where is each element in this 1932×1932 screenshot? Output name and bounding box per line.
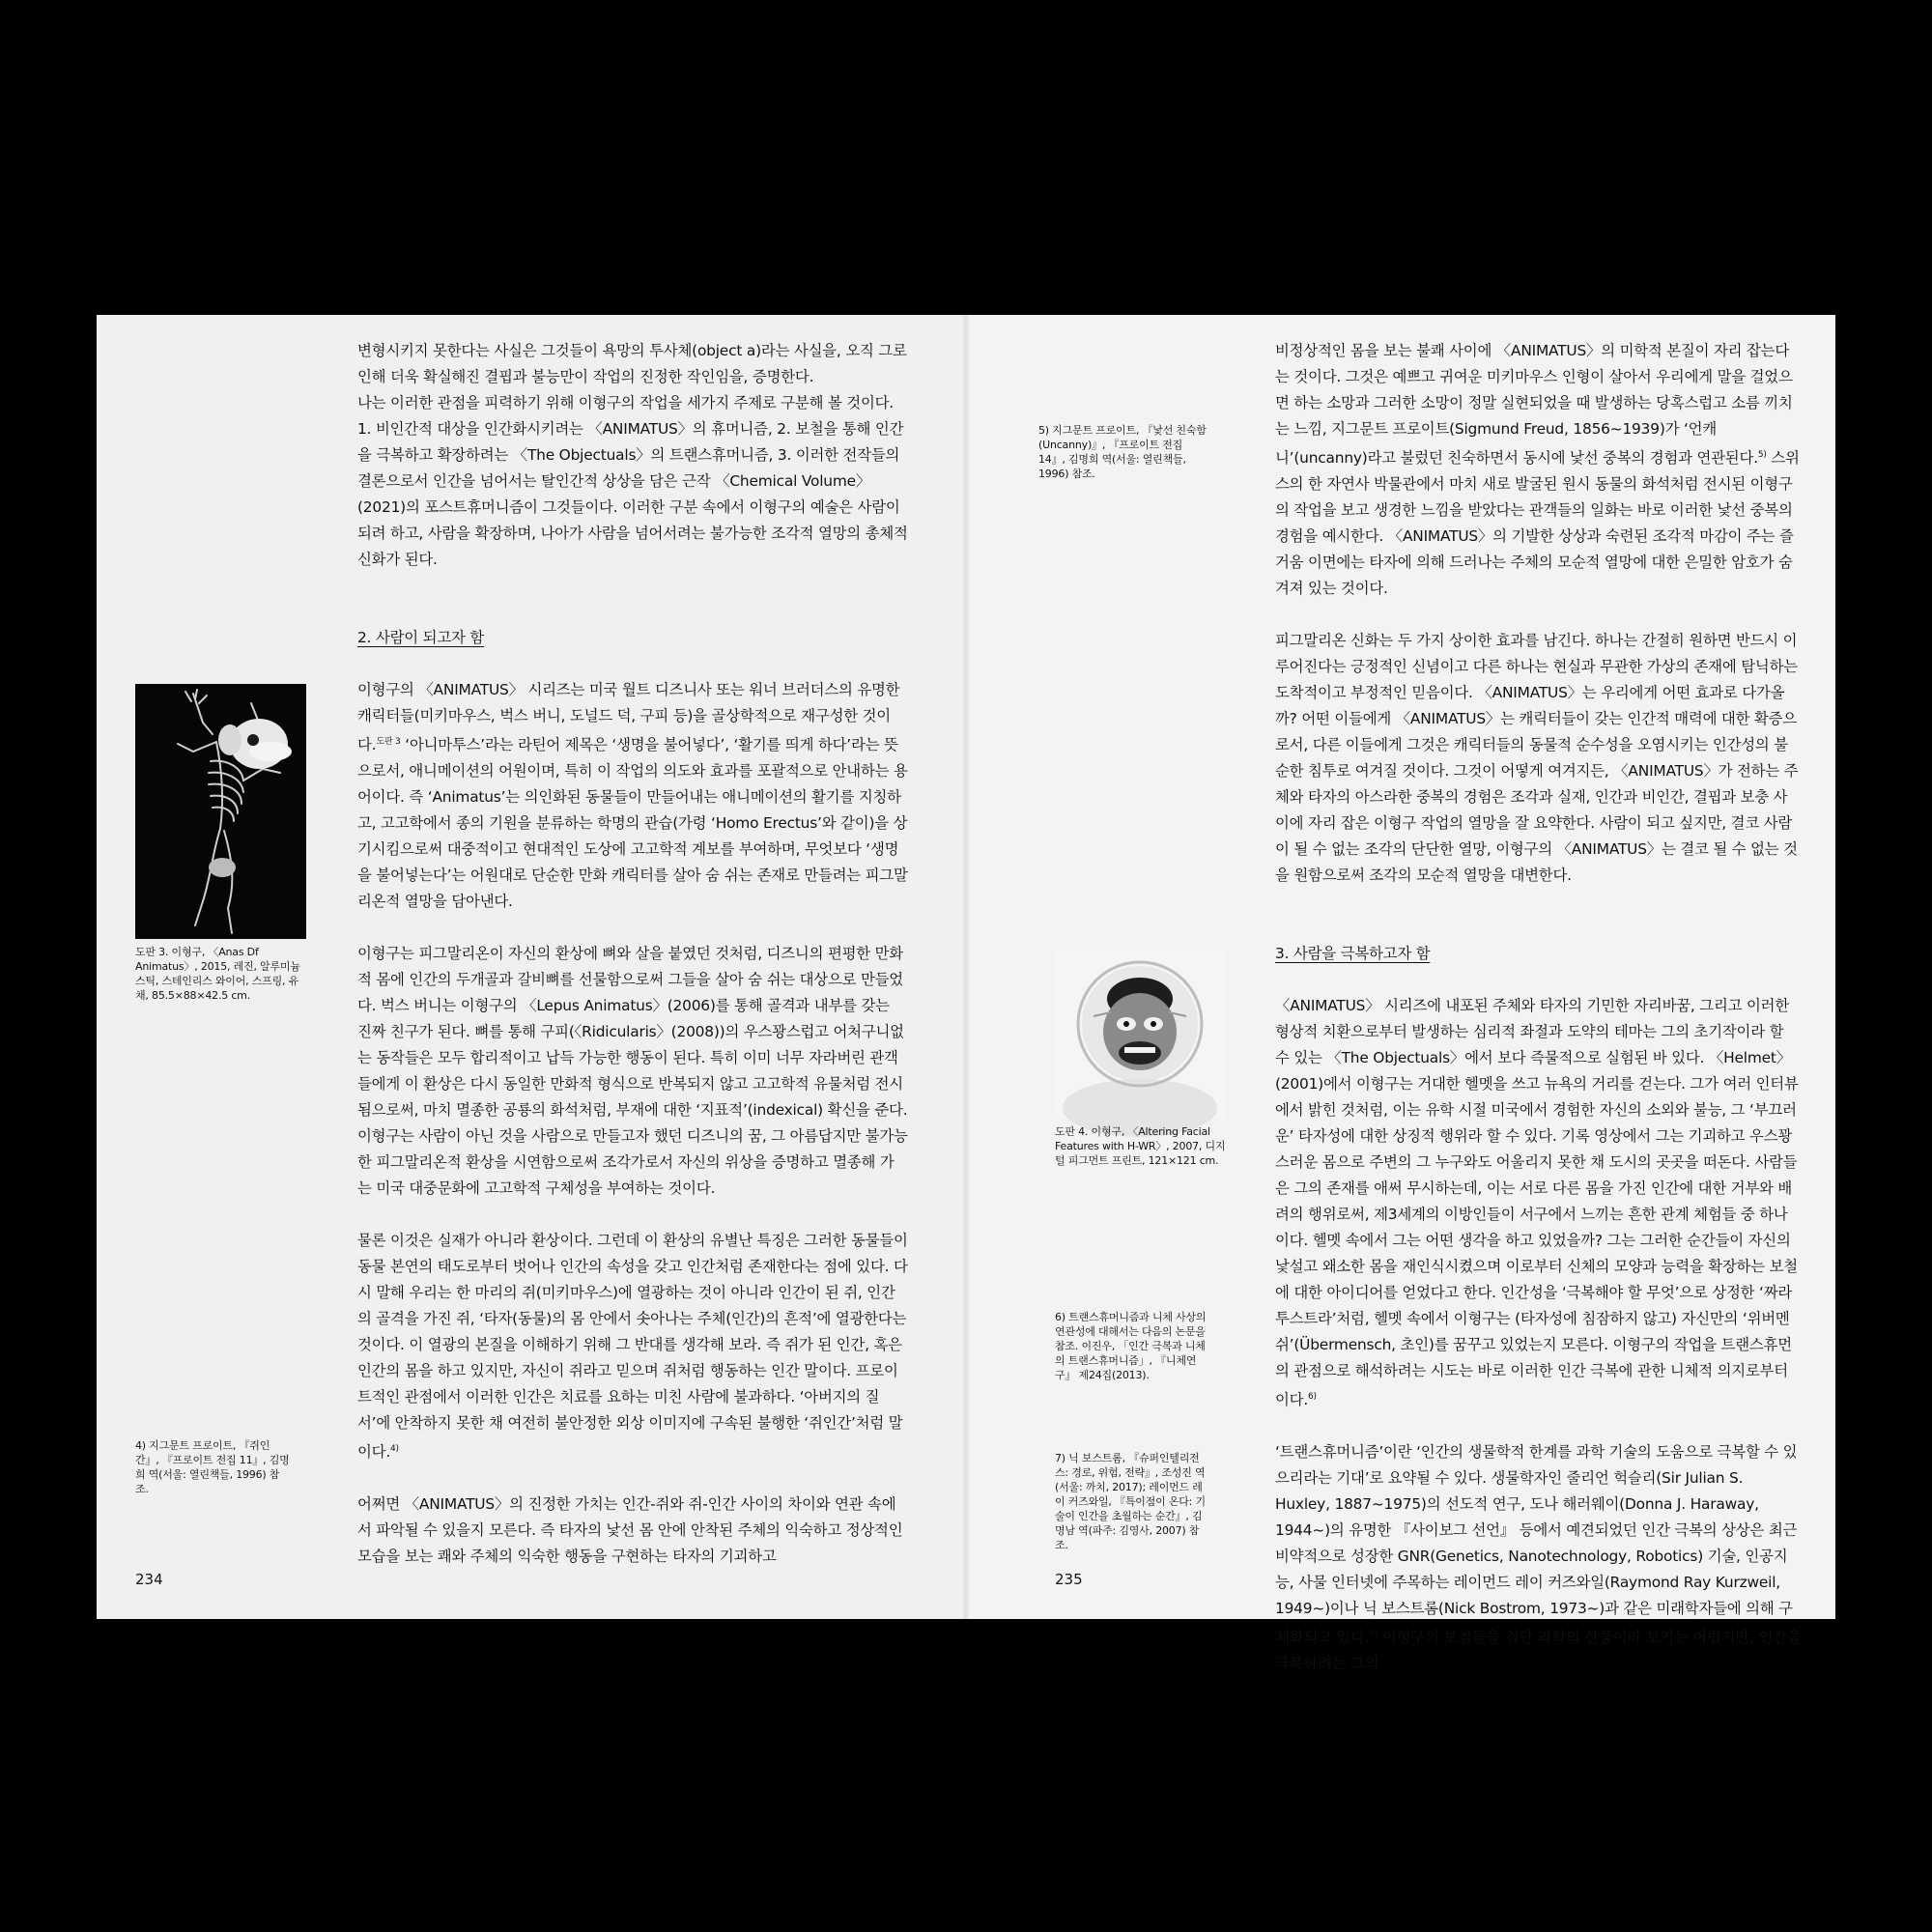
footnote-ref-7: 7) bbox=[1369, 1630, 1378, 1640]
footnote-7: 7) 닉 보스트롬, 『슈퍼인텔리전스: 경로, 위험, 전략』, 조성진 역(서울: 까치, 2017); 레이먼드 레이 커즈와일, 『특이점이 온다: 기술이 인간을 초월하는 순간』, 김명남 역(파주: 김영사, 2007) 참조. bbox=[1055, 1452, 1206, 1551]
figure-4-caption: 도판 4. 이형구, 〈Altering Facial Features with H-WR〉, 2007, 디지털 피그먼트 프린트, 121×121 cm. bbox=[1055, 1125, 1226, 1167]
right-body-text bbox=[1275, 338, 1802, 1677]
footnote-4: 4) 지그문트 프로이트, 『쥐인간』, 『프로이트 전집 11』, 김명희 역(서울: 열린책들, 1996) 참조. bbox=[135, 1439, 290, 1495]
footnote-5: 5) 지그문트 프로이트, 『낯선 친숙함(Uncanny)』, 『프로이트 전집 14』, 김명희 역(서울: 열린책들, 1996) 참조. bbox=[1038, 424, 1207, 480]
footnote-ref-6: 6) bbox=[1308, 1392, 1317, 1403]
section-heading: 3. 사람을 극복하고자 함 bbox=[1275, 945, 1431, 963]
paragraph: 어쩌면 〈ANIMATUS〉의 진정한 가치는 인간-쥐와 쥐-인간 사이의 차이와 연관 속에서 파악될 수 있을지 모른다. 즉 타자의 낯선 몸 안에 안착된 주체의 익숙하고 정상적인 모습을 보는 쾌와 주체의 익숙한 행동을 구현하는 타자의 기괴하고 bbox=[357, 1495, 903, 1566]
helmet-face-image bbox=[1055, 949, 1225, 1119]
footnote-ref-5: 5) bbox=[1757, 450, 1767, 460]
paragraph: 물론 이것은 실재가 아니라 환상이다. 그런데 이 환상의 유별난 특징은 그러한 동물들이 동물 본연의 태도로부터 벗어나 인간의 속성을 갖고 인간처럼 존재한다는 점에 있다. 다시 말해 우리는 한 마리의 쥐(미키마우스)에 열광하는 것이 아니라 인간이 된 쥐, 인간의 골격을 가진 쥐, ‘타자(동물)의 몸 안에서 솟아나는 주체(인간)의 흔적’에 열광한다는 것이다. 이 열광의 본질을 이해하기 위해 그 반대를 생각해 보라. 즉 쥐가 된 인간, 혹은 인간의 몸을 하고 있지만, 자신이 쥐라고 믿으며 쥐처럼 행동하는 인간 말이다. 프로이트적인 관점에서 이러한 인간은 치료를 요하는 미친 사람에 불과하다. ‘아버지의 질서’에 안착하지 못한 채 여전히 불안정한 외상 이미지에 구속된 불행한 ‘쥐인간’처럼 말이다.$^{4)}$ bbox=[357, 1232, 908, 1462]
paragraph: 이형구의 〈ANIMATUS〉 시리즈는 미국 월트 디즈니사 또는 워너 브러더스의 유명한 캐릭터들(미키마우스, 벅스 버니, 도널드 덕, 구피 등)을 골상학적으로 재구성한 것이다.$^{도판 3}$ ‘아니마투스’라는 라틴어 제목은 ‘생명을 불어넣다’, ‘활기를 띄게 하다’라는 뜻으로서, 애니메이션의 어원이며, 특히 이 작업의 의도와 효과를 포괄적으로 안내하는 용어이다. 즉 ‘Animatus’는 의인화된 동물들이 만들어내는 애니메이션의 활기를 지칭하고, 고고학에서 종의 기원을 분류하는 학명의 관습(가령 ‘Homo Erectus’와 같이)을 상기시킴으로써 대중적이고 현대적인 도상에 고고학적 계보를 부여하며, 무엇보다 ‘생명을 불어넣는다’는 어원대로 단순한 만화 캐릭터를 살아 숨 쉬는 존재로 만들려는 피그말리온적 열망을 담아낸다. bbox=[357, 681, 908, 911]
section-heading: 2. 사람이 되고자 함 bbox=[357, 629, 485, 646]
paragraph: 비정상적인 몸을 보는 불쾌 사이에 〈ANIMATUS〉의 미학적 본질이 자리 잡는다는 것이다. 그것은 예쁘고 귀여운 미키마우스 인형이 살아서 우리에게 말을 걸었으면 하는 소망과 그러한 소망이 정말 실현되었을 때 발생하는 당혹스럽고 소름 끼치는 느낌, 지그문트 프로이트(Sigmund Freud, 1856~1939)가 ‘언캐니’(uncanny)라고 불렀던 친숙하면서 동시에 낯선 중복의 경험과 연관된다.$^{5)}$ 스위스의 한 자연사 박물관에서 마치 새로 발굴된 원시 동물의 화석처럼 전시된 이형구의 작업을 보고 생경한 느낌을 받았다는 관객들의 일화는 바로 이러한 낯선 중복의 경험을 예시한다. 〈ANIMATUS〉의 기발한 상상과 숙련된 조각적 마감이 주는 즐거움 이면에는 타자에 의해 드러나는 주체의 모순적 열망에 대한 은밀한 암호가 숨겨져 있는 것이다. bbox=[1275, 342, 1800, 598]
left-page bbox=[97, 315, 966, 1619]
paragraph: 나는 이러한 관점을 피력하기 위해 이형구의 작업을 세가지 주제로 구분해 볼 것이다. 1. 비인간적 대상을 인간화시키려는 〈ANIMATUS〉의 휴머니즘, 2. 보철을 통해 인간을 극복하고 확장하려는 〈The Objectuals〉의 트랜스휴머니즘, 3. 이러한 전작들의 결론으로서 인간을 넘어서는 탈인간적 상상을 담은 근작 〈Chemical Volume〉(2021)의 포스트휴머니즘이 그것들이다. 이러한 구분 속에서 이형구의 예술은 사람이 되려 하고, 사람을 확장하며, 나아가 사람을 넘어서려는 불가능한 조각적 열망의 총체적 신화가 된다. bbox=[357, 394, 908, 568]
left-body-text bbox=[357, 338, 908, 1570]
page-number: 234 bbox=[135, 1571, 163, 1588]
paragraph: 변형시키지 못한다는 사실은 그것들이 욕망의 투사체(object a)라는 사실을, 오직 그로 인해 더욱 확실해진 결핍과 불능만이 작업의 진정한 작인임을, 증명한다. bbox=[357, 342, 907, 385]
paragraph: 〈ANIMATUS〉 시리즈에 내포된 주체와 타자의 기민한 자리바꿈, 그리고 이러한 형상적 치환으로부터 발생하는 심리적 좌절과 도약의 테마는 그의 초기작이라 할 수 있는 〈The Objectuals〉에서 보다 즉물적으로 실험된 바 있다. 〈Helmet〉(2001)에서 이형구는 거대한 헬멧을 쓰고 뉴욕의 거리를 걷는다. 그가 여러 인터뷰에서 밝힌 것처럼, 이는 유학 시절 미국에서 경험한 자신의 소외와 불능, 그 ‘부끄러운’ 타자성에 대한 상징적 행위라 할 수 있다. 기록 영상에서 그는 기괴하고 우스꽝스러운 몸으로 주변의 그 누구와도 어울리지 못한 채 도시의 곳곳을 떠돈다. 사람들은 그의 존재를 애써 무시하는데, 이는 서로 다른 몸을 가진 인간에 대한 거부와 배려의 행위로써, 제3세계의 이방인들이 서구에서 느끼는 흔한 관계 체험들 중 하나이다. 헬멧 속에서 그는 어떤 생각을 하고 있었을까? 그는 그러한 순간들이 자신의 낯설고 왜소한 몸을 재인식시켰으며 이로부터 신체의 모양과 능력을 확장하는 보철에 대한 아이디어를 얻었다고 한다. 인간성을 ‘극복해야 할 무엇’으로 상정한 ‘짜라투스트라’처럼, 헬멧 속에서 이형구는 (타자성에 침잠하지 않고) 자신만의 ‘위버멘쉬’(Übermensch, 초인)를 꿈꾸고 있었는지 모른다. 이형구의 작업을 트랜스휴먼의 관점으로 해석하려는 시도는 바로 이러한 인간 극복에 관한 니체적 의지로부터이다.$^{6)}$ bbox=[1275, 997, 1799, 1409]
paragraph: 이형구는 피그말리온이 자신의 환상에 뼈와 살을 붙였던 것처럼, 디즈니의 편평한 만화적 몸에 인간의 두개골과 갈비뼈를 선물함으로써 그들을 살아 숨 쉬는 대상으로 만들었다. 벅스 버니는 이형구의 〈Lepus Animatus〉(2006)를 통해 골격과 내부를 갖는 진짜 친구가 된다. 뼈를 통해 구피(〈Ridicularis〉(2008))의 우스꽝스럽고 어처구니없는 동작들은 모두 합리적이고 납득 가능한 행동이 된다. 특히 이미 너무 자라버린 관객들에게 이 환상은 다시 동일한 만화적 형식으로 반복되지 않고 고고학적 유물처럼 전시됨으로써, 마치 멸종한 공룡의 화석처럼, 부재에 대한 ‘지표적’(indexical) 확신을 준다. 이형구는 사람이 아닌 것을 사람으로 만들고자 했던 디즈니의 꿈, 그 아름답지만 불가능한 피그말리온적 환상을 시연함으로써 조각가로서 자신의 위상을 증명하고 멸종해 가는 미국 대중문화에 고고학적 구체성을 부여하는 것이다. bbox=[357, 945, 908, 1198]
figure-3-skeleton-sculpture bbox=[135, 684, 306, 939]
figure-4-helmet-portrait bbox=[1055, 949, 1225, 1119]
paragraph: ‘트랜스휴머니즘’이란 ‘인간의 생물학적 한계를 과학 기술의 도움으로 극복할 수 있으리라는 기대’로 요약될 수 있다. 생물학자인 줄리언 헉슬리(Sir Julian S. Huxley, 1887~1975)의 선도적 연구, 도나 해러웨이(Donna J. Haraway, 1944~)의 유명한 『사이보그 선언』 등에서 예견되었던 인간 극복의 상상은 최근 비약적으로 성장한 GNR(Genetics, Nanotechnology, Robotics) 기술, 인공지능, 사물 인터넷에 주목하는 레이먼드 레이 커즈와일(Raymond Ray Kurzweil, 1949~)이나 닉 보스트롬(Nick Bostrom, 1973~)과 같은 미래학자들에 의해 구체화되고 있다.$^{7)}$ 이형구의 보철들을 첨단 과학의 산물이라 보기는 어렵지만, 인간을 극복하려는 그의 bbox=[1275, 1443, 1802, 1673]
right-page bbox=[966, 315, 1835, 1673]
skeleton-duck-image bbox=[135, 684, 306, 939]
page-number: 235 bbox=[1055, 1571, 1083, 1588]
figure-reference: 도판 3 bbox=[376, 737, 401, 747]
book-gutter bbox=[962, 315, 970, 1619]
footnote-ref-4: 4) bbox=[390, 1444, 399, 1455]
paragraph: 피그말리온 신화는 두 가지 상이한 효과를 남긴다. 하나는 간절히 원하면 반드시 이루어진다는 긍정적인 신념이고 다른 하나는 현실과 무관한 가상의 존재에 탐닉하는 도착적이고 부정적인 믿음이다. 〈ANIMATUS〉는 우리에게 어떤 효과로 다가올까? 어떤 이들에게 〈ANIMATUS〉는 캐릭터들이 갖는 인간적 매력에 대한 확증으로서, 다른 이들에게 그것은 캐릭터들의 동물적 순수성을 오염시키는 인간성의 불순한 침투로 여겨질 것이다. 그것이 어떻게 여겨지든, 〈ANIMATUS〉가 전하는 주체와 타자의 아스라한 중복의 경험은 조각과 실재, 인간과 비인간, 결핍과 보충 사이에 자리 잡은 이형구 작업의 열망을 잘 요약한다. 사람이 되고 싶지만, 결코 사람이 될 수 없는 조각의 단단한 열망, 이형구의 〈ANIMATUS〉는 결코 될 수 없는 것을 원함으로써 조각의 모순적 열망을 대변한다. bbox=[1275, 632, 1799, 885]
footnote-6: 6) 트랜스휴머니즘과 니체 사상의 연관성에 대해서는 다음의 논문을 참조. 이진우, 「인간 극복과 니체의 트랜스휴머니즘」, 『니체연구』 제24집(2013). bbox=[1055, 1311, 1207, 1381]
figure-3-caption: 도판 3. 이형구, 〈Anas Df Animatus〉, 2015, 레진, 알루미늄 스틱, 스테인리스 와이어, 스프링, 유채, 85.5×88×42.5 cm. bbox=[135, 946, 300, 1002]
